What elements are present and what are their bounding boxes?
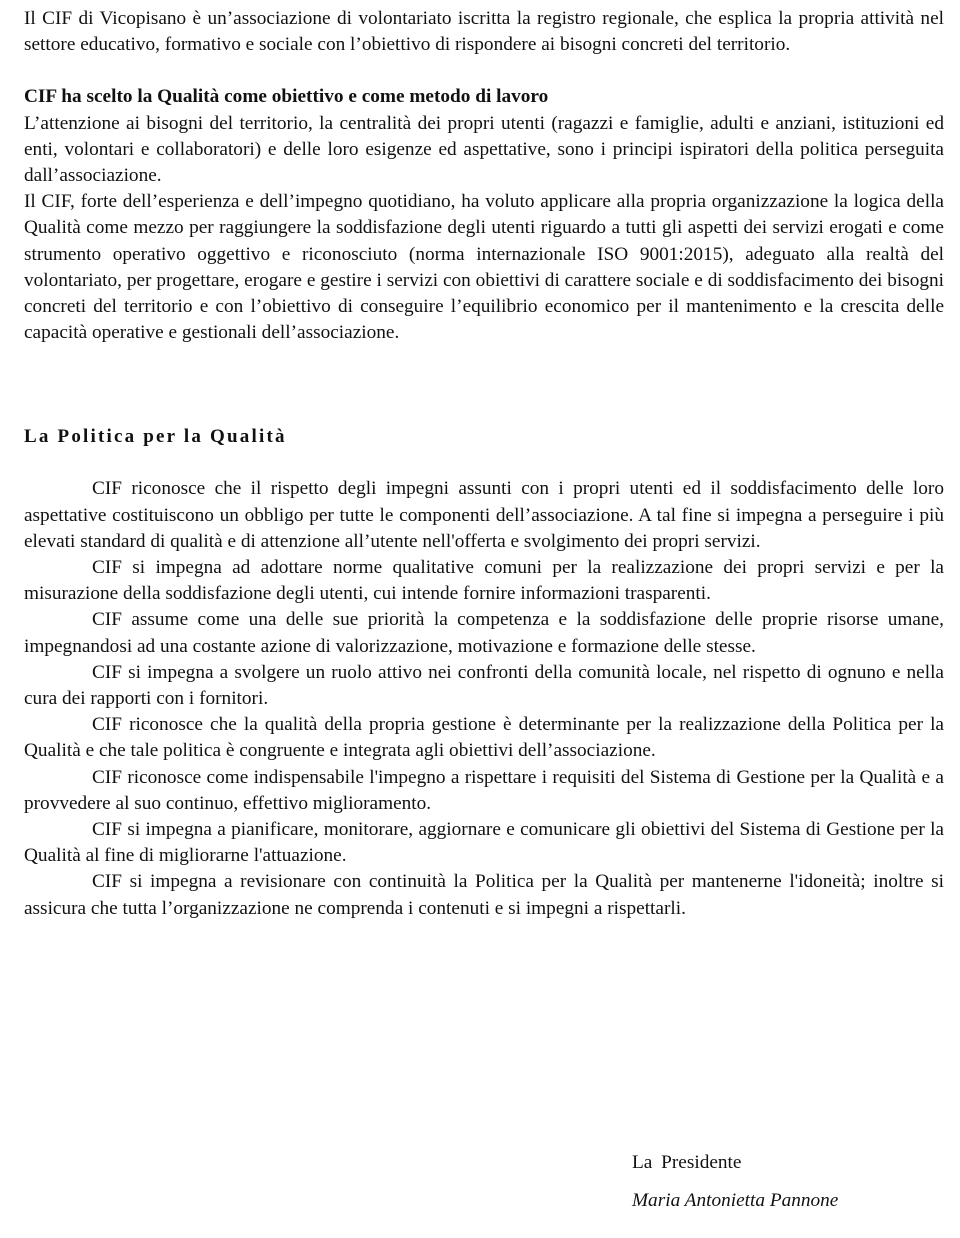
quality-paragraph-2: Il CIF, forte dell’esperienza e dell’impegno quotidiano, ha voluto applicare alla propria organizzazione la logica della Qualità come mezzo per raggiungere la soddisfazione degli utenti riguardo a tutti gli aspetti dei servizi erogati e come strumento operativo oggettivo e riconosciuto (norma internazionale ISO 9001:2015), adeguato alla realtà del volontariato, per progettare, erogare e gestire i servizi con obiettivi di carattere sociale e di soddisfacimento dei bisogni concreti del territorio e con l’obiettivo di conseguire l’equilibrio economico per il mantenimento e la crescita delle capacità operative e gestionali dell’associazione.	[24, 191, 944, 344]
signature-role: La Presidente	[632, 1152, 742, 1173]
signature-block	[632, 1150, 838, 1214]
policy-paragraph-4: CIF si impegna a svolgere un ruolo attivo nei confronti della comunità locale, nel rispetto di ognuno e nella cura dei rapporti con i fornitori.	[24, 661, 944, 710]
policy-paragraph-5: CIF riconosce che la qualità della propria gestione è determinante per la realizzazione della Politica per la Qualità e che tale politica è congruente e integrata agli obiettivi dell’associazione.	[24, 714, 944, 762]
policy-title: La Politica per la Qualità	[24, 426, 287, 448]
spacer	[24, 58, 944, 84]
policy-paragraph-3: CIF assume come una delle sue priorità la competenza e la soddisfazione delle proprie risorse umane, impegnandosi ad una costante azione di valorizzazione, motivazione e formazione delle stesse.	[24, 609, 944, 657]
policy-paragraph-7: CIF si impegna a pianificare, monitorare, aggiornare e comunicare gli obiettivi del Sistema di Gestione per la Qualità al fine di migliorarne l'attuazione.	[24, 819, 944, 867]
policy-paragraph-1: CIF riconosce che il rispetto degli impegni assunti con i propri utenti ed il soddisfacimento delle loro aspettative costituiscono un obbligo per tutte le componenti dell’associazione. A tal fine si impegna a perseguire i più elevati standard di qualità e di attenzione all’utente nell'offerta e svolgimento dei propri servizi.	[24, 478, 944, 552]
policy-paragraph-8: CIF si impegna a revisionare con continuità la Politica per la Qualità per mantenerne l'idoneità; inoltre si assicura che tutta l’organizzazione ne comprenda i contenuti e si impegni a rispettarli.	[24, 871, 944, 919]
intro-paragraph: Il CIF di Vicopisano è un’associazione di volontariato iscritta la registro regionale, che esplica la propria attività nel settore educativo, formativo e sociale con l’obiettivo di rispondere ai bisogni concreti del territorio.	[24, 8, 944, 56]
policy-paragraph-2: CIF si impegna ad adottare norme qualitative comuni per la realizzazione dei propri servizi e per la misurazione della soddisfazione degli utenti, cui intende fornire informazioni trasparenti.	[24, 557, 944, 605]
document-page	[24, 6, 944, 922]
quality-section	[24, 84, 944, 346]
policy-section	[24, 424, 944, 921]
spacer	[24, 346, 944, 424]
quality-paragraph-1: L’attenzione ai bisogni del territorio, la centralità dei propri utenti (ragazzi e famiglie, adulti e anziani, istituzioni ed enti, volontari e collaboratori) e delle loro esigenze ed aspettative, sono i principi ispiratori della politica perseguita dall’associazione.	[24, 112, 944, 187]
spacer	[24, 450, 944, 476]
policy-paragraph-6: CIF riconosce come indispensabile l'impegno a rispettare i requisiti del Sistema di Gestione per la Qualità e a provvedere al suo continuo, effettivo miglioramento.	[24, 766, 944, 814]
quality-section-heading: CIF ha scelto la Qualità come obiettivo e come metodo di lavoro	[24, 86, 549, 108]
signature-name: Maria Antonietta Pannone	[632, 1190, 839, 1211]
